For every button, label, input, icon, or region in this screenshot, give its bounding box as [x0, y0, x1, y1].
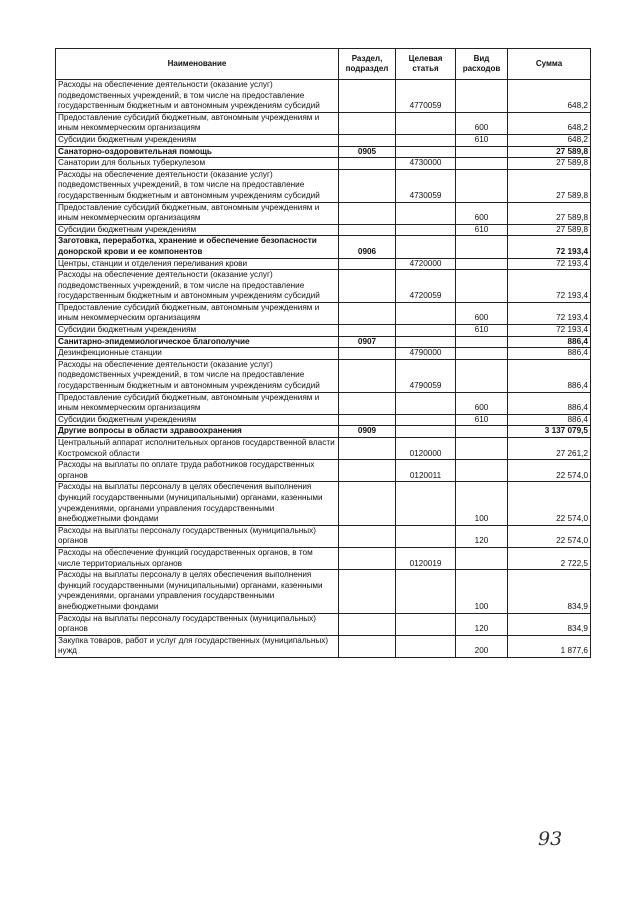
table-row [56, 325, 591, 337]
cell-name: Предоставление субсидий бюджетным, автономным учреждениям и иным некоммерческим организациям [56, 112, 339, 134]
cell-section [339, 302, 396, 324]
table-row [56, 414, 591, 426]
cell-target: 4730000 [396, 158, 456, 170]
cell-sum: 72 193,4 [508, 258, 591, 270]
table-row [56, 613, 591, 635]
cell-target [396, 392, 456, 414]
cell-target [396, 570, 456, 613]
cell-section [339, 482, 396, 525]
cell-type [456, 460, 508, 482]
cell-section: 0905 [339, 146, 396, 158]
cell-sum: 886,4 [508, 336, 591, 348]
cell-target [396, 146, 456, 158]
cell-name: Субсидии бюджетным учреждениям [56, 414, 339, 426]
cell-target [396, 112, 456, 134]
cell-section: 0907 [339, 336, 396, 348]
cell-type [456, 236, 508, 258]
cell-type [456, 348, 508, 360]
cell-section [339, 158, 396, 170]
cell-sum: 72 193,4 [508, 236, 591, 258]
cell-type: 600 [456, 392, 508, 414]
cell-sum: 648,2 [508, 80, 591, 113]
cell-type: 100 [456, 482, 508, 525]
cell-type [456, 426, 508, 438]
cell-type: 610 [456, 325, 508, 337]
cell-name: Расходы на обеспечение деятельности (оказание услуг) подведомственных учреждений, в том числе на предоставление государственным бюджетным и автономным учреждениям субсидий [56, 169, 339, 202]
table-body [56, 80, 591, 658]
cell-section [339, 438, 396, 460]
cell-target [396, 613, 456, 635]
cell-sum: 72 193,4 [508, 302, 591, 324]
table-row [56, 158, 591, 170]
cell-sum: 886,4 [508, 348, 591, 360]
cell-name: Расходы на обеспечение деятельности (оказание услуг) подведомственных учреждений, в том числе на предоставление государственным бюджетным и автономным учреждениям субсидий [56, 359, 339, 392]
cell-section [339, 80, 396, 113]
cell-type [456, 158, 508, 170]
header-target: Целевая статья [396, 49, 456, 80]
cell-sum: 886,4 [508, 414, 591, 426]
cell-sum: 886,4 [508, 392, 591, 414]
table-row [56, 392, 591, 414]
cell-section: 0909 [339, 426, 396, 438]
cell-sum: 2 722,5 [508, 547, 591, 569]
cell-target: 4790000 [396, 348, 456, 360]
cell-target: 4720059 [396, 270, 456, 303]
table-row [56, 547, 591, 569]
cell-name: Субсидии бюджетным учреждениям [56, 325, 339, 337]
cell-type [456, 169, 508, 202]
cell-name: Санатории для больных туберкулезом [56, 158, 339, 170]
table-row [56, 80, 591, 113]
cell-name: Расходы на выплаты персоналу в целях обеспечения выполнения функций государственными (муниципальными) органами, казенными учреждениями, органами управления государственными внебюджетными фондами [56, 570, 339, 613]
cell-target [396, 414, 456, 426]
table-row [56, 258, 591, 270]
cell-name: Заготовка, переработка, хранение и обеспечение безопасности донорской крови и ее компонентов [56, 236, 339, 258]
cell-section [339, 392, 396, 414]
header-type: Вид расходов [456, 49, 508, 80]
table-header [56, 49, 591, 80]
cell-target [396, 236, 456, 258]
cell-section [339, 359, 396, 392]
cell-section [339, 460, 396, 482]
cell-type: 120 [456, 613, 508, 635]
cell-target [396, 202, 456, 224]
cell-name: Дезинфекционные станции [56, 348, 339, 360]
budget-table [55, 48, 591, 658]
table-row [56, 348, 591, 360]
cell-target [396, 302, 456, 324]
cell-type: 610 [456, 134, 508, 146]
cell-sum: 1 877,6 [508, 635, 591, 657]
cell-section [339, 169, 396, 202]
table-row [56, 438, 591, 460]
cell-sum: 648,2 [508, 112, 591, 134]
cell-target [396, 134, 456, 146]
cell-sum: 22 574,0 [508, 482, 591, 525]
cell-name: Субсидии бюджетным учреждениям [56, 134, 339, 146]
cell-target [396, 325, 456, 337]
cell-sum: 27 589,8 [508, 169, 591, 202]
cell-type [456, 547, 508, 569]
cell-name: Субсидии бюджетным учреждениям [56, 224, 339, 236]
cell-name: Расходы на выплаты персоналу государственных (муниципальных) органов [56, 525, 339, 547]
cell-name: Другие вопросы в области здравоохранения [56, 426, 339, 438]
cell-section [339, 258, 396, 270]
cell-type: 120 [456, 525, 508, 547]
cell-target: 0120000 [396, 438, 456, 460]
table-row [56, 525, 591, 547]
header-row [56, 49, 591, 80]
cell-type [456, 270, 508, 303]
cell-sum: 834,9 [508, 570, 591, 613]
table-row [56, 270, 591, 303]
table-row [56, 359, 591, 392]
cell-name: Расходы на выплаты по оплате труда работников государственных органов [56, 460, 339, 482]
cell-name: Предоставление субсидий бюджетным, автономным учреждениям и иным некоммерческим организациям [56, 302, 339, 324]
cell-section [339, 635, 396, 657]
table-row [56, 460, 591, 482]
table-row [56, 146, 591, 158]
cell-target: 4720000 [396, 258, 456, 270]
cell-sum: 22 574,0 [508, 460, 591, 482]
cell-sum: 72 193,4 [508, 325, 591, 337]
cell-type [456, 359, 508, 392]
cell-sum: 72 193,4 [508, 270, 591, 303]
cell-type: 600 [456, 302, 508, 324]
table-row [56, 635, 591, 657]
cell-target [396, 525, 456, 547]
table-row [56, 134, 591, 146]
cell-target [396, 336, 456, 348]
cell-section: 0906 [339, 236, 396, 258]
cell-target [396, 224, 456, 236]
cell-type: 600 [456, 202, 508, 224]
cell-type [456, 336, 508, 348]
cell-section [339, 348, 396, 360]
cell-target: 0120019 [396, 547, 456, 569]
cell-section [339, 270, 396, 303]
cell-target [396, 635, 456, 657]
cell-target: 4770059 [396, 80, 456, 113]
cell-sum: 27 261,2 [508, 438, 591, 460]
cell-name: Центры, станции и отделения переливания крови [56, 258, 339, 270]
cell-sum: 22 574,0 [508, 525, 591, 547]
cell-name: Предоставление субсидий бюджетным, автономным учреждениям и иным некоммерческим организациям [56, 392, 339, 414]
cell-target [396, 482, 456, 525]
cell-section [339, 112, 396, 134]
table-row [56, 426, 591, 438]
cell-section [339, 613, 396, 635]
cell-name: Расходы на обеспечение деятельности (оказание услуг) подведомственных учреждений, в том числе на предоставление государственным бюджетным и автономным учреждениям субсидий [56, 270, 339, 303]
cell-section [339, 570, 396, 613]
table-row [56, 202, 591, 224]
table-row [56, 570, 591, 613]
cell-section [339, 134, 396, 146]
cell-type [456, 258, 508, 270]
cell-sum: 834,9 [508, 613, 591, 635]
cell-section [339, 224, 396, 236]
cell-name: Закупка товаров, работ и услуг для государственных (муниципальных) нужд [56, 635, 339, 657]
table-row [56, 224, 591, 236]
cell-type: 100 [456, 570, 508, 613]
cell-target: 0120011 [396, 460, 456, 482]
cell-type [456, 80, 508, 113]
cell-target: 4790059 [396, 359, 456, 392]
cell-name: Центральный аппарат исполнительных органов государственной власти Костромской области [56, 438, 339, 460]
cell-name: Расходы на обеспечение функций государственных органов, в том числе территориальных органов [56, 547, 339, 569]
cell-section [339, 202, 396, 224]
cell-type: 610 [456, 224, 508, 236]
cell-type [456, 438, 508, 460]
table-row [56, 236, 591, 258]
cell-sum: 27 589,8 [508, 224, 591, 236]
table-row [56, 169, 591, 202]
cell-sum: 27 589,8 [508, 202, 591, 224]
cell-section [339, 414, 396, 426]
cell-name: Предоставление субсидий бюджетным, автономным учреждениям и иным некоммерческим организациям [56, 202, 339, 224]
cell-type: 200 [456, 635, 508, 657]
cell-section [339, 547, 396, 569]
header-section: Раздел, подраздел [339, 49, 396, 80]
cell-target: 4730059 [396, 169, 456, 202]
table-row [56, 112, 591, 134]
cell-name: Санаторно-оздоровительная помощь [56, 146, 339, 158]
cell-sum: 886,4 [508, 359, 591, 392]
cell-sum: 648,2 [508, 134, 591, 146]
cell-name: Расходы на обеспечение деятельности (оказание услуг) подведомственных учреждений, в том числе на предоставление государственным бюджетным и автономным учреждениям субсидий [56, 80, 339, 113]
cell-name: Расходы на выплаты персоналу государственных (муниципальных) органов [56, 613, 339, 635]
cell-name: Санитарно-эпидемиологическое благополучие [56, 336, 339, 348]
cell-type: 600 [456, 112, 508, 134]
page-number: 93 [538, 828, 563, 850]
cell-section [339, 325, 396, 337]
cell-sum: 27 589,8 [508, 146, 591, 158]
header-name: Наименование [56, 49, 339, 80]
table-row [56, 302, 591, 324]
cell-sum: 3 137 079,5 [508, 426, 591, 438]
cell-sum: 27 589,8 [508, 158, 591, 170]
header-sum: Сумма [508, 49, 591, 80]
table-row [56, 336, 591, 348]
cell-target [396, 426, 456, 438]
cell-section [339, 525, 396, 547]
cell-name: Расходы на выплаты персоналу в целях обеспечения выполнения функций государственными (муниципальными) органами, казенными учреждениями, органами управления государственными внебюджетными фондами [56, 482, 339, 525]
table-row [56, 482, 591, 525]
cell-type [456, 146, 508, 158]
cell-type: 610 [456, 414, 508, 426]
